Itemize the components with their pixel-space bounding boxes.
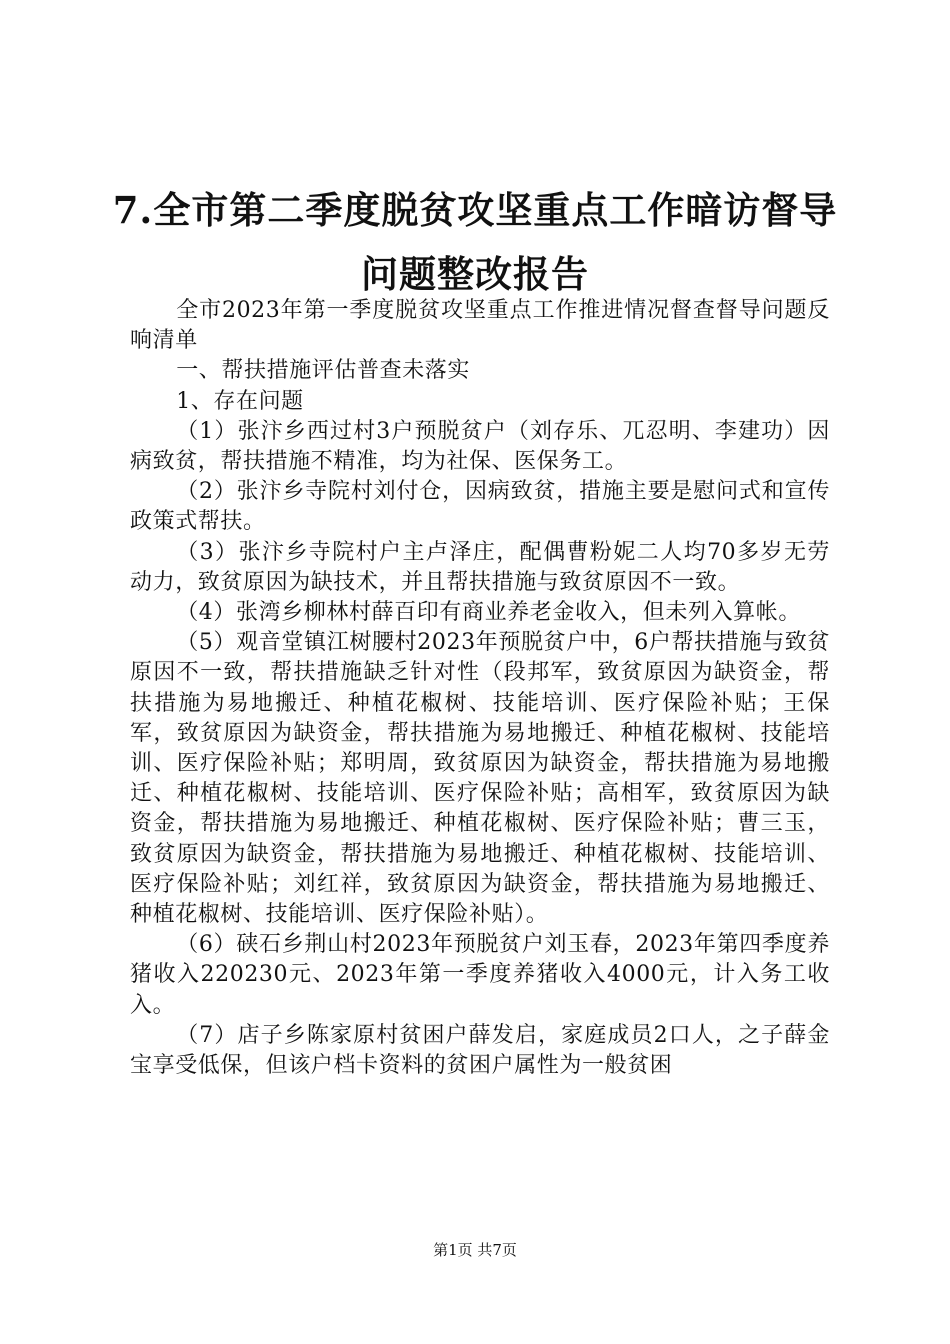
subsection-heading: 1、存在问题 <box>176 388 304 414</box>
page-number-footer: 第1页 共7页 <box>433 1241 517 1259</box>
paragraph-intro: 全市2023年第一季度脱贫攻坚重点工作推进情况督查督导问题反响清单 <box>130 298 830 354</box>
document-title: 7.全市第二季度脱贫攻坚重点工作暗访督导问题整改报告 <box>112 188 838 296</box>
paragraph-item-6: （6）硖石乡荆山村2023年预脱贫户刘玉春，2023年第四季度养猪收入220230元、2023年第一季度养猪收入4000元，计入务工收入。 <box>130 932 830 1018</box>
paragraph-item-5: （5）观音堂镇江树腰村2023年预脱贫户中，6户帮扶措施与致贫原因不一致，帮扶措施缺乏针对性（段邦军，致贫原因为缺资金，帮扶措施为易地搬迁、种植花椒树、技能培训、医疗保险补贴；王保军，致贫原因为缺资金，帮扶措施为易地搬迁、种植花椒树、技能培训、医疗保险补贴；郑明周，致贫原因为缺资金，帮扶措施为易地搬迁、种植花椒树、技能培训、医疗保险补贴；高相军，致贫原因为缺资金，帮扶措施为易地搬迁、种植花椒树、医疗保险补贴；曹三玉，致贫原因为缺资金，帮扶措施为易地搬迁、种植花椒树、技能培训、医疗保险补贴；刘红祥，致贫原因为缺资金，帮扶措施为易地搬迁、种植花椒树、技能培训、医疗保险补贴）。 <box>130 630 830 928</box>
section-heading: 一、帮扶措施评估普查未落实 <box>176 358 470 384</box>
paragraph-item-2: （2）张汴乡寺院村刘付仓，因病致贫，措施主要是慰问式和宣传政策式帮扶。 <box>130 479 830 535</box>
paragraph-item-4: （4）张湾乡柳林村薛百印有商业养老金收入，但未列入算帐。 <box>176 600 801 626</box>
document-body <box>130 296 830 1081</box>
paragraph-item-1: （1）张汴乡西过村3户预脱贫户（刘存乐、兀忍明、李建功）因病致贫，帮扶措施不精准，均为社保、医保务工。 <box>130 418 830 475</box>
paragraph-item-3: （3）张汴乡寺院村户主卢泽庄，配偶曹粉妮二人均70多岁无劳动力，致贫原因为缺技术，并且帮扶措施与致贫原因不一致。 <box>130 539 830 595</box>
paragraph-item-7: （7）店子乡陈家原村贫困户薛发启，家庭成员2口人，之子薛金宝享受低保，但该户档卡资料的贫困户属性为一般贫困 <box>130 1022 830 1079</box>
